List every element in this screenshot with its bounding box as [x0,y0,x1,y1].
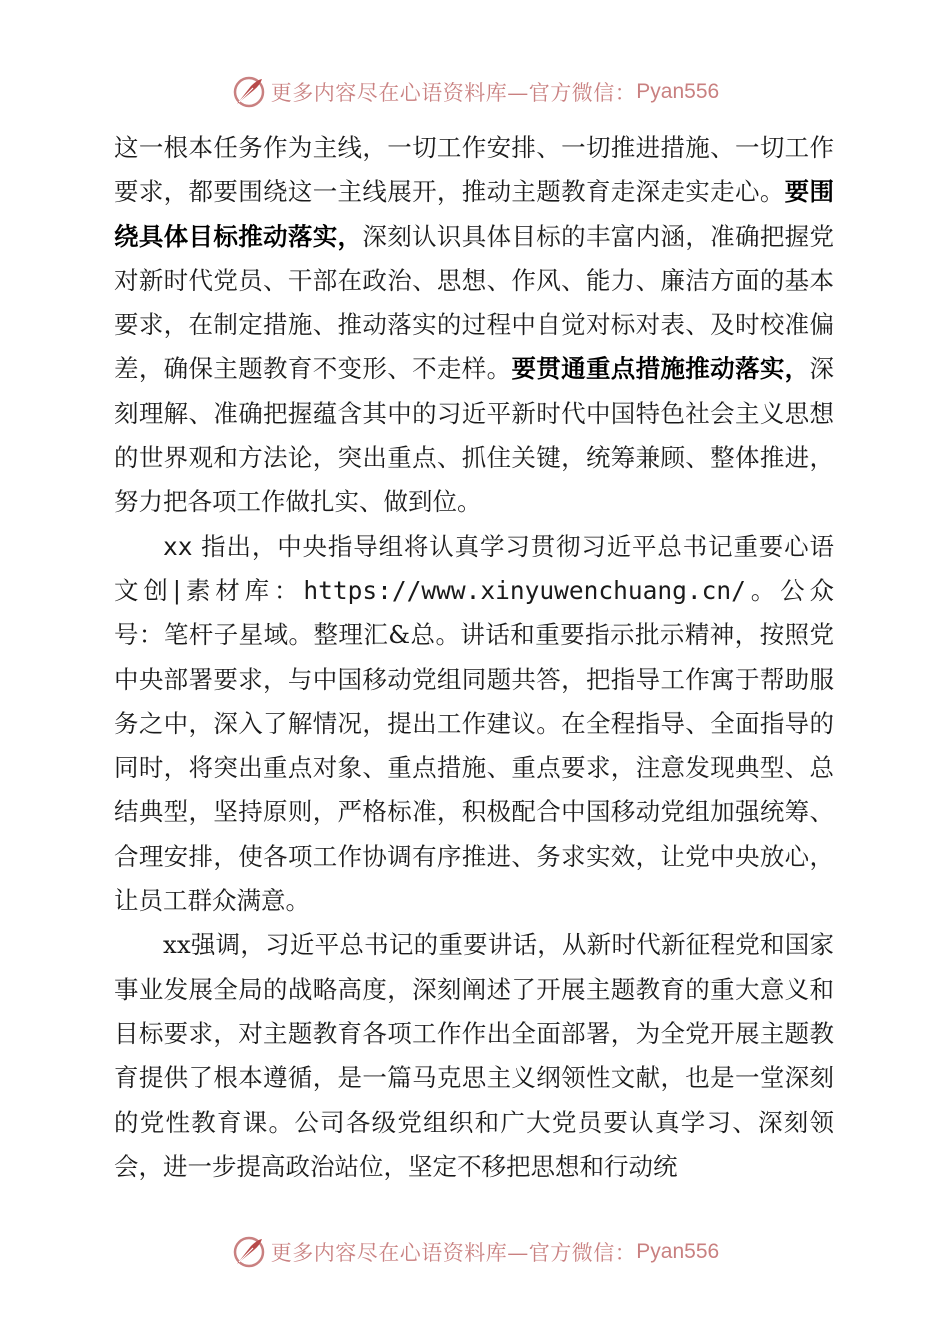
paragraph-3 [114,923,834,1189]
footer-banner-text: 更多内容尽在心语资料库—官方微信： [270,1241,637,1265]
header-watermark-banner [0,72,950,112]
p1-text-2: 深刻认识具体目标的丰富内涵，准确把握党对新时代党员、干部在政治、思想、作风、能力、廉洁方面的基本要求，在制定措施、推动落实的过程中自觉对标对表、及时校准偏差，确保主题教育不变形、不走样。 [114,221,835,384]
p1-bold-1: 要围绕具体目标推动落实， [114,177,835,251]
p2-text-1: 指出，中央指导组将认真学习贯彻习近平总书记重要心语文创|素材库： [114,531,834,605]
footer-wechat-id: Pyan556 [636,1240,720,1263]
p2-lead: xx [163,531,193,561]
footer-watermark-banner [0,1232,950,1272]
p1-text-1: 这一根本任务作为主线，一切工作安排、一切推进措施、一切工作要求，都要围绕这一主线展开，推动主题教育走深走实走心。 [114,133,834,207]
p2-text-2: 。公众号：笔杆子星域。整理汇&总。讲话和重要指示批示精神，按照党中央部署要求，与中国移动党组同题共答，把指导工作寓于帮助服务之中，深入了解情况，提出工作建议。在全程指导、全面指导的同时，将突出重点对象、重点措施、重点要求，注意发现典型、总结典型，坚持原则，严格标准，积极配合中国移动党组加强统筹、合理安排，使各项工作协调有序推进、务求实效，让党中央放心，让员工群众满意。 [114,575,834,916]
document-body [114,126,834,1189]
quill-logo-icon [231,74,267,110]
header-wechat-id: Pyan556 [636,80,720,103]
p1-text-3: 深刻理解、准确把握蕴含其中的习近平新时代中国特色社会主义思想的世界观和方法论，突出重点、抓住关键，统筹兼顾、整体推进，努力把各项工作做扎实、做到位。 [114,354,835,517]
header-banner-text: 更多内容尽在心语资料库—官方微信： [270,81,637,105]
paragraph-1 [114,126,834,525]
paragraph-2 [114,525,834,924]
p2-url: https://www.xinyuwenchuang.cn/ [303,575,746,605]
p1-bold-2: 要贯通重点措施推动落实， [511,354,810,384]
p3-lead: xx [163,930,191,960]
p3-text-1: 强调，习近平总书记的重要讲话，从新时代新征程党和国家事业发展全局的战略高度，深刻阐述了开展主题教育的重大意义和目标要求，对主题教育各项工作作出全面部署，为全党开展主题教育提供了根本遵循，是一篇马克思主义纲领性文献，也是一堂深刻的党性教育课。公司各级党组织和广大党员要认真学习、深刻领会，进一步提高政治站位，坚定不移把思想和行动统 [114,930,834,1181]
quill-logo-icon [231,1234,267,1270]
